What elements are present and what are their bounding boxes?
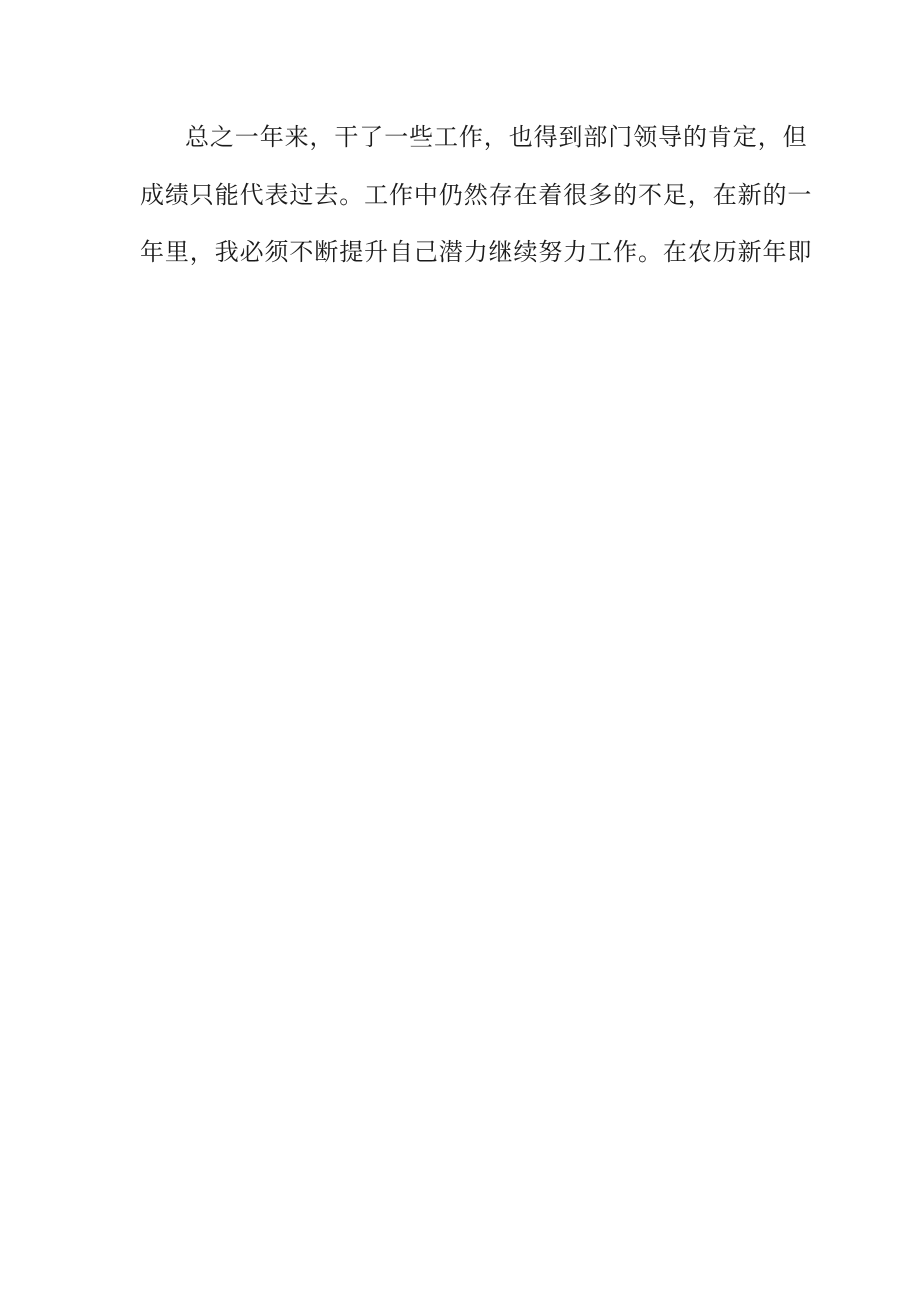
paragraph-line: 成绩只能代表过去。工作中仍然存在着很多的不足，在新的一 xyxy=(140,181,813,209)
paragraph-line: 总之一年来，干了一些工作，也得到部门领导的肯定，但 xyxy=(185,123,808,151)
paragraph-line: 年里，我必须不断提升自己潜力继续努力工作。在农历新年即 xyxy=(140,238,813,266)
